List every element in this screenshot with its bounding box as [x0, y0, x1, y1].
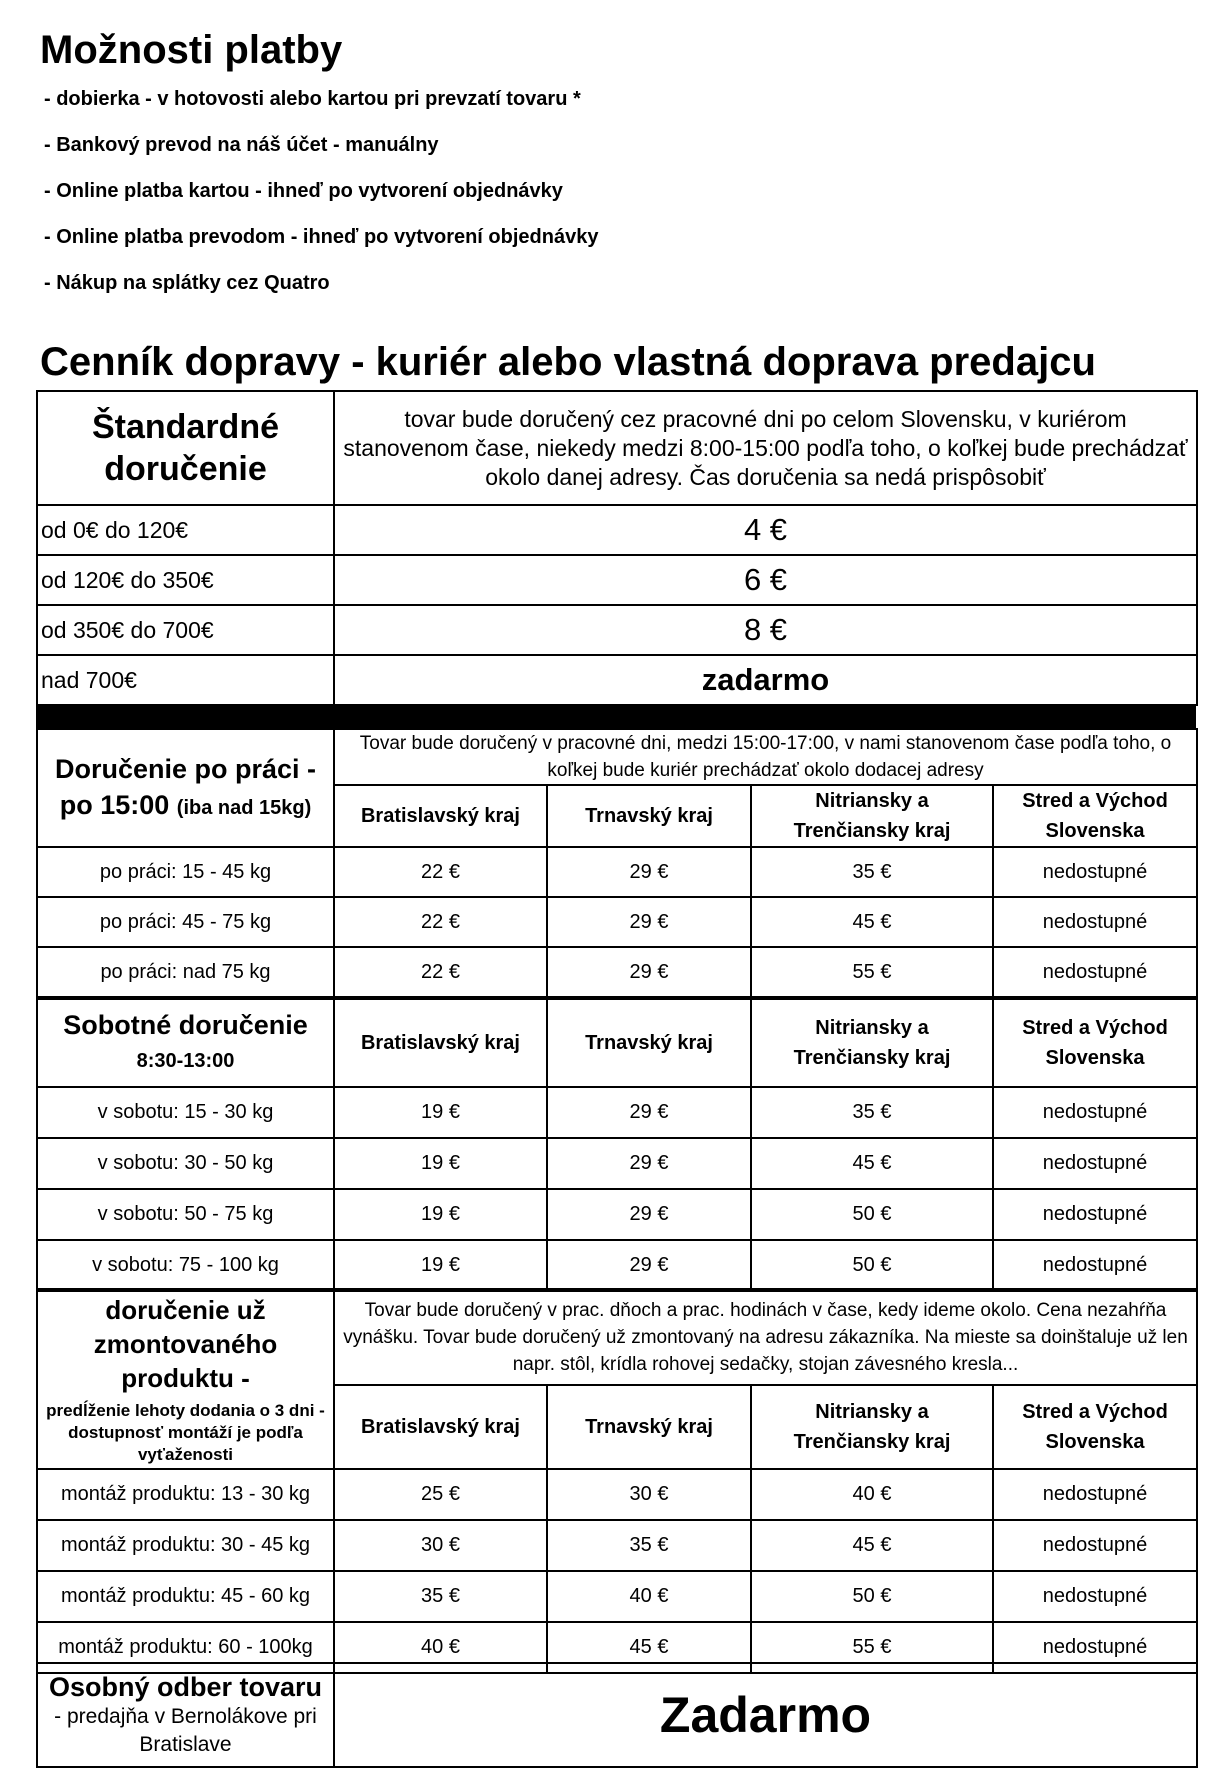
region-header-bratislava: Bratislavský kraj — [334, 785, 547, 847]
payment-item-transfer-online: - Online platba prevodom - ihneď po vytvorení objednávky — [44, 226, 599, 248]
after-work-description: Tovar bude doručený v pracovné dni, medzi 15:00-17:00, v nami stanovenom čase podľa toho, o koľkej bude kuriér prechádzať okolo dodacej adresy — [334, 729, 1197, 785]
table-row: v sobotu: 15 - 30 kg 19 € 29 € 35 € nedostupné — [37, 1087, 1197, 1138]
table-row: po práci: nad 75 kg 22 € 29 € 55 € nedostupné — [37, 947, 1197, 997]
payment-item-card-online: - Online platba kartou - ihneď po vytvorení objednávky — [44, 180, 563, 202]
table-row: montáž produktu: 45 - 60 kg 35 € 40 € 50 € nedostupné — [37, 1571, 1197, 1622]
table-row: montáž produktu: 30 - 45 kg 30 € 35 € 45 € nedostupné — [37, 1520, 1197, 1571]
region-header-bratislava: Bratislavský kraj — [334, 1385, 547, 1469]
table-row: v sobotu: 50 - 75 kg 19 € 29 € 50 € nedostupné — [37, 1189, 1197, 1240]
pickup-title: Osobný odber tovaru - predajňa v Bernolákove pri Bratislave — [37, 1663, 334, 1767]
payment-item-installments: - Nákup na splátky cez Quatro — [44, 272, 330, 294]
standard-delivery-title: Štandardné doručenie — [37, 391, 334, 505]
shipping-title: Cenník dopravy - kuriér alebo vlastná doprava predajcu — [40, 340, 1096, 384]
standard-row-price: 6 € — [334, 555, 1197, 605]
standard-delivery-description: tovar bude doručený cez pracovné dni po celom Slovensku, v kuriérom stanovenom čase, niekedy medzi 8:00-15:00 podľa toho, o koľkej bude prechádzať okolo danej adresy. Čas doručenia sa nedá prispôsobiť — [334, 391, 1197, 505]
pickup-price: Zadarmo — [334, 1663, 1197, 1767]
standard-row-label: od 350€ do 700€ — [37, 605, 334, 655]
after-work-title: Doručenie po práci - po 15:00 (iba nad 15kg) — [37, 729, 334, 847]
table-row: v sobotu: 30 - 50 kg 19 € 29 € 45 € nedostupné — [37, 1138, 1197, 1189]
standard-row-label: od 0€ do 120€ — [37, 505, 334, 555]
region-header-nitra-trencin: Nitriansky a Trenčiansky kraj — [751, 785, 993, 847]
assembled-title: doručenie už zmontovaného produktu - predĺženie lehoty dodania o 3 dni - dostupnosť montáží je podľa vyťaženosti — [37, 1289, 334, 1469]
after-work-delivery-table — [36, 728, 1198, 998]
standard-row-price: 8 € — [334, 605, 1197, 655]
table-row: v sobotu: 75 - 100 kg 19 € 29 € 50 € nedostupné — [37, 1240, 1197, 1291]
region-header-trnava: Trnavský kraj — [547, 785, 751, 847]
region-header-trnava: Trnavský kraj — [547, 1385, 751, 1469]
section-divider — [36, 704, 1196, 730]
assembled-description: Tovar bude doručený v prac. dňoch a prac. hodinách v čase, kedy ideme okolo. Cena nezahŕňa vynášku. Tovar bude doručený už zmontovaný na adresu zákazníka. Na mieste sa doinštaluje už len napr. stôl, krídla rohovej sedačky, stojan závesného kresla... — [334, 1289, 1197, 1385]
standard-row-price: 4 € — [334, 505, 1197, 555]
region-header-nitra-trencin: Nitriansky a Trenčiansky kraj — [751, 999, 993, 1087]
region-header-trnava: Trnavský kraj — [547, 999, 751, 1087]
saturday-title: Sobotné doručenie 8:30-13:00 — [37, 999, 334, 1087]
assembled-delivery-table — [36, 1288, 1198, 1674]
payment-item-bank-transfer: - Bankový prevod na náš účet - manuálny — [44, 134, 439, 156]
standard-delivery-table — [36, 390, 1198, 706]
region-header-central-east: Stred a Východ Slovenska — [993, 785, 1197, 847]
table-row: po práci: 45 - 75 kg 22 € 29 € 45 € nedostupné — [37, 897, 1197, 947]
table-row: montáž produktu: 13 - 30 kg 25 € 30 € 40 € nedostupné — [37, 1469, 1197, 1520]
table-row: montáž produktu: 60 - 100kg 40 € 45 € 55 € nedostupné — [37, 1622, 1197, 1673]
region-header-central-east: Stred a Východ Slovenska — [993, 1385, 1197, 1469]
saturday-delivery-table — [36, 998, 1198, 1292]
pickup-table — [36, 1662, 1198, 1768]
region-header-nitra-trencin: Nitriansky a Trenčiansky kraj — [751, 1385, 993, 1469]
payment-title: Možnosti platby — [40, 28, 343, 72]
region-header-bratislava: Bratislavský kraj — [334, 999, 547, 1087]
standard-row-price: zadarmo — [334, 655, 1197, 705]
payment-item-cod: - dobierka - v hotovosti alebo kartou pri prevzatí tovaru * — [44, 88, 581, 110]
standard-row-label: od 120€ do 350€ — [37, 555, 334, 605]
table-row: po práci: 15 - 45 kg 22 € 29 € 35 € nedostupné — [37, 847, 1197, 897]
region-header-central-east: Stred a Východ Slovenska — [993, 999, 1197, 1087]
standard-row-label: nad 700€ — [37, 655, 334, 705]
